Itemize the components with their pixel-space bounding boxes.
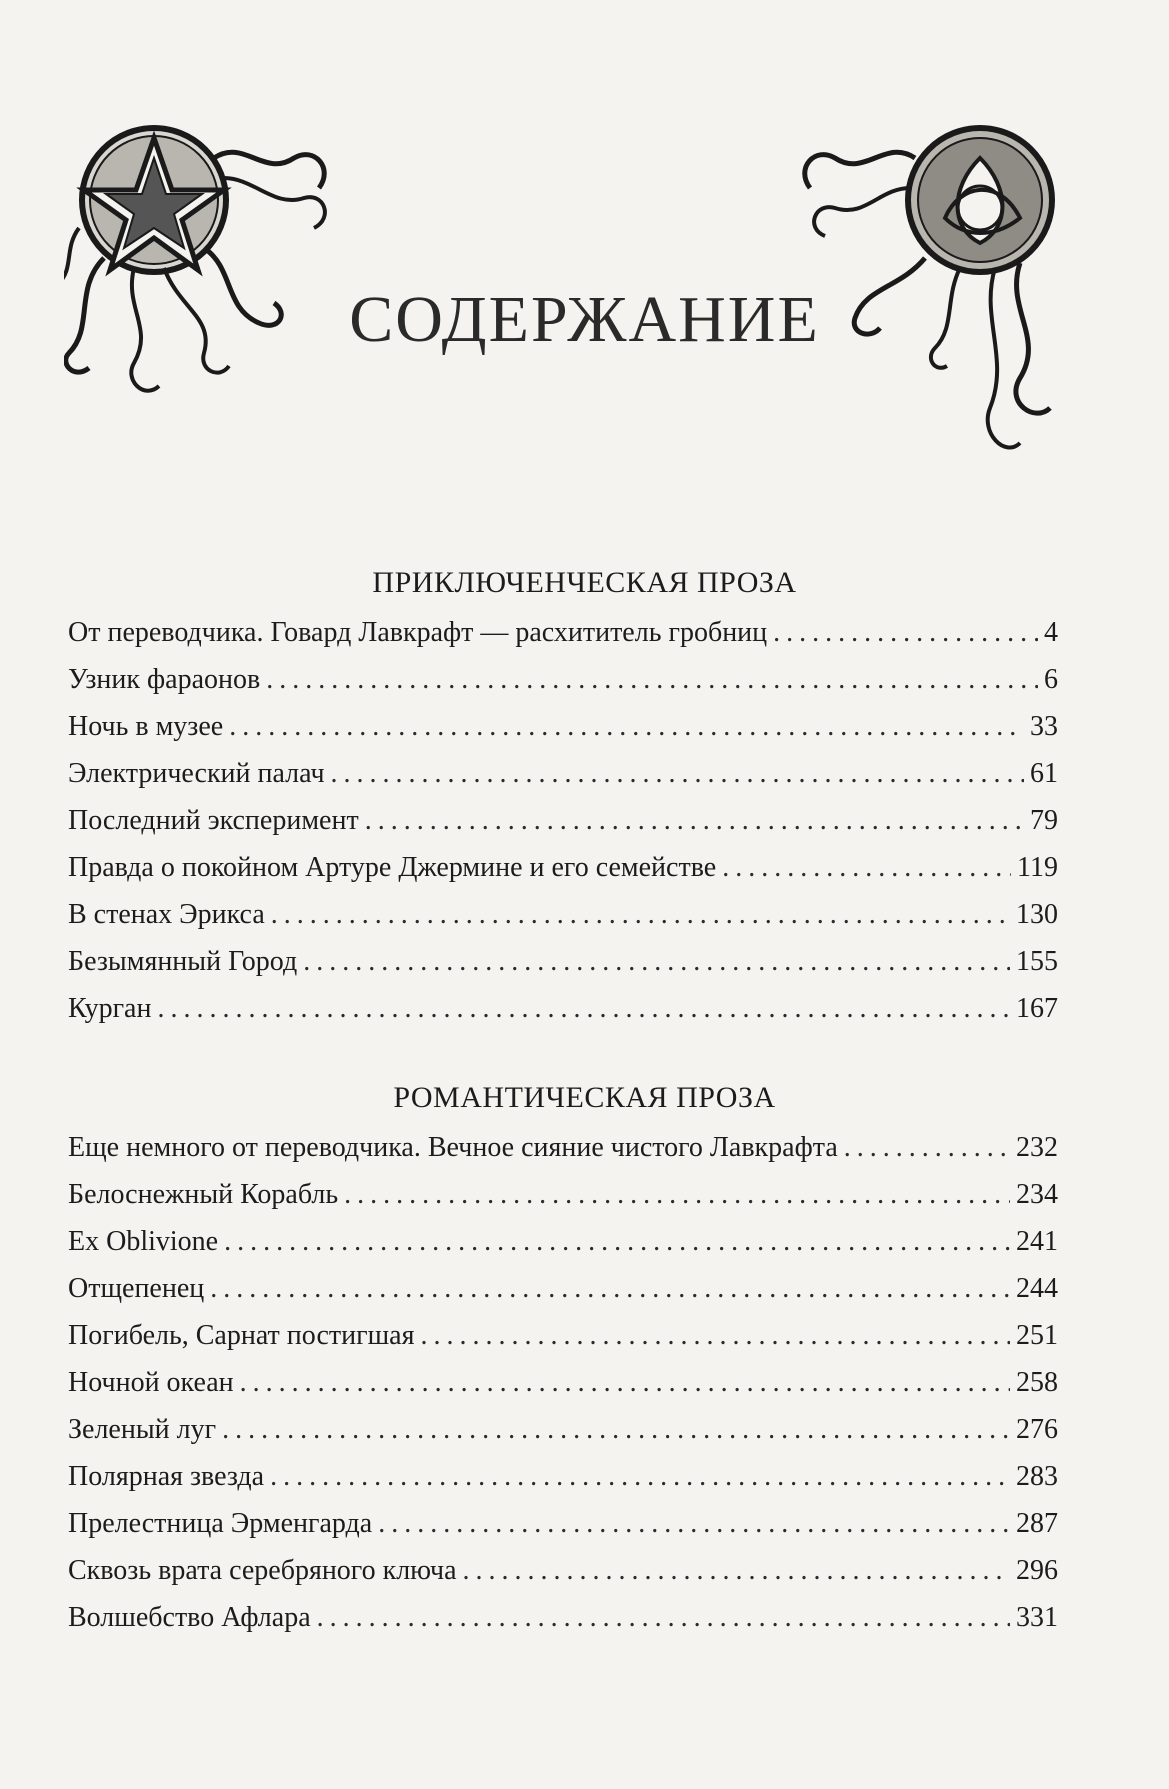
toc-entry-page: 61: [1030, 758, 1058, 789]
page-title: СОДЕРЖАНИЕ: [349, 283, 820, 356]
toc-entry: [68, 1312, 1058, 1359]
toc-entry-page: 119: [1017, 852, 1058, 883]
toc-entry-title: Правда о покойном Артуре Джермине и его семействе: [68, 852, 717, 883]
dot-leader: [365, 797, 1024, 844]
toc-entry-title: Ex Oblivione: [68, 1226, 219, 1257]
dot-leader: [240, 1359, 1010, 1406]
toc-entry-page: 6: [1044, 664, 1058, 695]
toc-entry: [68, 1406, 1058, 1453]
toc-entry-title: Волшебство Афлара: [68, 1602, 311, 1633]
toc-list-romantic: [68, 1124, 1058, 1641]
toc-entry-page: 130: [1016, 899, 1058, 930]
section-heading-romantic: РОМАНТИЧЕСКАЯ ПРОЗА: [393, 1081, 776, 1114]
toc-entry: [68, 1171, 1058, 1218]
dot-leader: [229, 703, 1024, 750]
toc-entry-title: Курган: [68, 993, 152, 1024]
toc-entry: [68, 844, 1058, 891]
toc-entry: [68, 938, 1058, 985]
dot-leader: [331, 750, 1024, 797]
toc-entry-page: 287: [1016, 1508, 1058, 1539]
dot-leader: [773, 609, 1038, 656]
toc-entry-title: Прелестница Эрменгарда: [68, 1508, 373, 1539]
toc-entry-page: 155: [1016, 946, 1058, 977]
dot-leader: [210, 1265, 1010, 1312]
toc-entry-page: 79: [1030, 805, 1058, 836]
toc-entry-title: Безымянный Город: [68, 946, 298, 977]
toc-entry: [68, 797, 1058, 844]
dot-leader: [266, 656, 1038, 703]
toc-entry-page: 4: [1044, 617, 1058, 648]
dot-leader: [317, 1594, 1010, 1641]
toc-entry-page: 33: [1030, 711, 1058, 742]
dot-leader: [222, 1406, 1010, 1453]
dot-leader: [722, 844, 1011, 891]
toc-entry-page: 244: [1016, 1273, 1058, 1304]
toc-entry-page: 251: [1016, 1320, 1058, 1351]
toc-entry-title: Зеленый луг: [68, 1414, 217, 1445]
toc-entry: [68, 1500, 1058, 1547]
dot-leader: [463, 1547, 1010, 1594]
toc-entry-page: 241: [1016, 1226, 1058, 1257]
toc-entry-title: Еще немного от переводчика. Вечное сияние чистого Лавкрафта: [68, 1132, 838, 1163]
toc-entry: [68, 703, 1058, 750]
toc-entry-page: 296: [1016, 1555, 1058, 1586]
toc-entry: [68, 1359, 1058, 1406]
toc-entry: [68, 891, 1058, 938]
toc-entry-title: В стенах Эрикса: [68, 899, 265, 930]
toc-entry: [68, 609, 1058, 656]
dot-leader: [271, 891, 1010, 938]
dot-leader: [420, 1312, 1010, 1359]
toc-entry-title: Ночной океан: [68, 1367, 234, 1398]
toc-entry-page: 234: [1016, 1179, 1058, 1210]
toc-entry-page: 167: [1016, 993, 1058, 1024]
toc-entry-page: 258: [1016, 1367, 1058, 1398]
toc-entry-title: Отщепенец: [68, 1273, 205, 1304]
toc-entry: [68, 985, 1058, 1032]
toc-entry-page: 276: [1016, 1414, 1058, 1445]
toc-entry-title: Полярная звезда: [68, 1461, 265, 1492]
toc-entry-page: 232: [1016, 1132, 1058, 1163]
toc-list-adventure: [68, 609, 1058, 1032]
toc-entry: [68, 1547, 1058, 1594]
toc-entry-title: Электрический палач: [68, 758, 325, 789]
toc-entry: [68, 1594, 1058, 1641]
toc-entry: [68, 1453, 1058, 1500]
toc-entry-title: Ночь в музее: [68, 711, 224, 742]
dot-leader: [378, 1500, 1010, 1547]
toc-entry-page: 331: [1016, 1602, 1058, 1633]
dot-leader: [303, 938, 1010, 985]
toc-entry-page: 283: [1016, 1461, 1058, 1492]
toc-entry: [68, 1124, 1058, 1171]
dot-leader: [344, 1171, 1010, 1218]
toc-entry-title: Последний эксперимент: [68, 805, 359, 836]
dot-leader: [844, 1124, 1010, 1171]
dot-leader: [157, 985, 1010, 1032]
toc-entry: [68, 1265, 1058, 1312]
dot-leader: [270, 1453, 1010, 1500]
toc-entry-title: Сквозь врата серебряного ключа: [68, 1555, 457, 1586]
pentagram-ornament-icon: [64, 118, 364, 418]
toc-entry-title: Белоснежный Корабль: [68, 1179, 339, 1210]
toc-entry-title: Узник фараонов: [68, 664, 261, 695]
dot-leader: [224, 1218, 1010, 1265]
toc-entry-title: От переводчика. Говард Лавкрафт — расхититель гробниц: [68, 617, 768, 648]
toc-entry: [68, 750, 1058, 797]
toc-entry: [68, 1218, 1058, 1265]
section-heading-adventure: ПРИКЛЮЧЕНЧЕСКАЯ ПРОЗА: [372, 566, 797, 599]
toc-entry: [68, 656, 1058, 703]
toc-entry-title: Погибель, Сарнат постигшая: [68, 1320, 415, 1351]
